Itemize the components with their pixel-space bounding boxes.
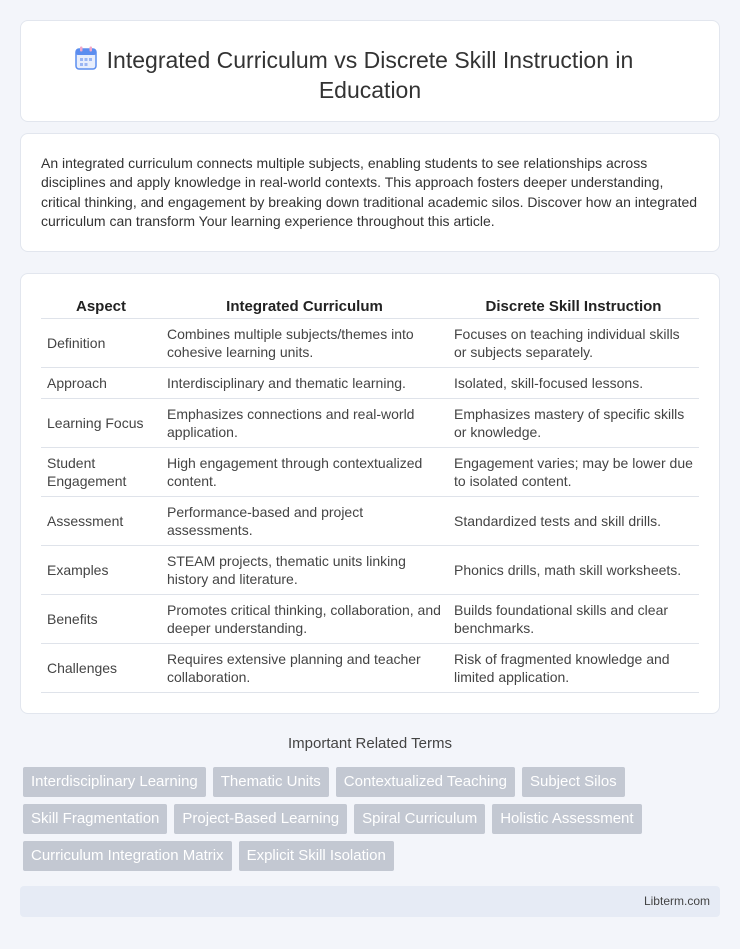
cell-discrete: Engagement varies; may be lower due to isolated content.: [448, 447, 699, 496]
related-terms-heading: Important Related Terms: [288, 735, 452, 752]
table-row: [41, 318, 699, 367]
header-aspect: Aspect: [41, 296, 161, 318]
cell-discrete: Standardized tests and skill drills.: [448, 496, 699, 545]
tag-contextualized-teaching[interactable]: Contextualized Teaching: [336, 767, 515, 797]
tag-curriculum-integration-matrix[interactable]: Curriculum Integration Matrix: [23, 841, 232, 871]
footer-site-link[interactable]: Libterm.com: [643, 894, 710, 908]
tag-project-based-learning[interactable]: Project-Based Learning: [174, 804, 347, 834]
table-row: [41, 367, 699, 398]
table-row: [41, 643, 699, 692]
cell-aspect: Challenges: [41, 643, 161, 692]
tag-explicit-skill-isolation[interactable]: Explicit Skill Isolation: [239, 841, 394, 871]
cell-discrete: Risk of fragmented knowledge and limited application.: [448, 643, 699, 692]
cell-aspect: Benefits: [41, 594, 161, 643]
page-title: Integrated Curriculum vs Discrete Skill Instruction in Education: [106, 47, 634, 103]
table-row: [41, 594, 699, 643]
comparison-table-card: [20, 273, 720, 714]
cell-aspect: Learning Focus: [41, 398, 161, 447]
cell-integrated: Requires extensive planning and teacher collaboration.: [161, 643, 448, 692]
cell-discrete: Emphasizes mastery of specific skills or knowledge.: [448, 398, 699, 447]
tag-spiral-curriculum[interactable]: Spiral Curriculum: [354, 804, 485, 834]
header-discrete: Discrete Skill Instruction: [448, 296, 699, 318]
cell-discrete: Focuses on teaching individual skills or subjects separately.: [448, 318, 699, 367]
footer: [20, 886, 720, 917]
cell-aspect: Definition: [41, 318, 161, 367]
related-terms-list: [23, 767, 723, 878]
cell-integrated: Performance-based and project assessments.: [161, 496, 448, 545]
title-card: [20, 20, 720, 122]
table-row: [41, 447, 699, 496]
cell-discrete: Builds foundational skills and clear benchmarks.: [448, 594, 699, 643]
cell-aspect: Approach: [41, 367, 161, 398]
cell-aspect: Student Engagement: [41, 447, 161, 496]
table-row: [41, 545, 699, 594]
tag-skill-fragmentation[interactable]: Skill Fragmentation: [23, 804, 167, 834]
tag-subject-silos[interactable]: Subject Silos: [522, 767, 625, 797]
tag-holistic-assessment[interactable]: Holistic Assessment: [492, 804, 641, 834]
intro-paragraph: An integrated curriculum connects multiple subjects, enabling students to see relationships across disciplines and apply knowledge in real-world contexts. This approach fosters deeper understanding, critical thinking, and engagement by breaking down traditional academic silos. Discover how an integrated curriculum can transform Your learning experience throughout this article.: [41, 155, 698, 230]
comparison-table: [41, 296, 699, 693]
cell-integrated: High engagement through contextualized content.: [161, 447, 448, 496]
cell-integrated: Promotes critical thinking, collaboration, and deeper understanding.: [161, 594, 448, 643]
table-row: [41, 496, 699, 545]
cell-integrated: Combines multiple subjects/themes into cohesive learning units.: [161, 318, 448, 367]
cell-aspect: Assessment: [41, 496, 161, 545]
intro-card: [20, 133, 720, 252]
cell-discrete: Phonics drills, math skill worksheets.: [448, 545, 699, 594]
cell-discrete: Isolated, skill-focused lessons.: [448, 367, 699, 398]
tag-interdisciplinary-learning[interactable]: Interdisciplinary Learning: [23, 767, 206, 797]
cell-integrated: Interdisciplinary and thematic learning.: [161, 367, 448, 398]
table-row: [41, 398, 699, 447]
header-integrated: Integrated Curriculum: [161, 296, 448, 318]
cell-integrated: Emphasizes connections and real-world application.: [161, 398, 448, 447]
cell-integrated: STEAM projects, thematic units linking history and literature.: [161, 545, 448, 594]
cell-aspect: Examples: [41, 545, 161, 594]
table-header-row: [41, 296, 699, 318]
tag-thematic-units[interactable]: Thematic Units: [213, 767, 329, 797]
